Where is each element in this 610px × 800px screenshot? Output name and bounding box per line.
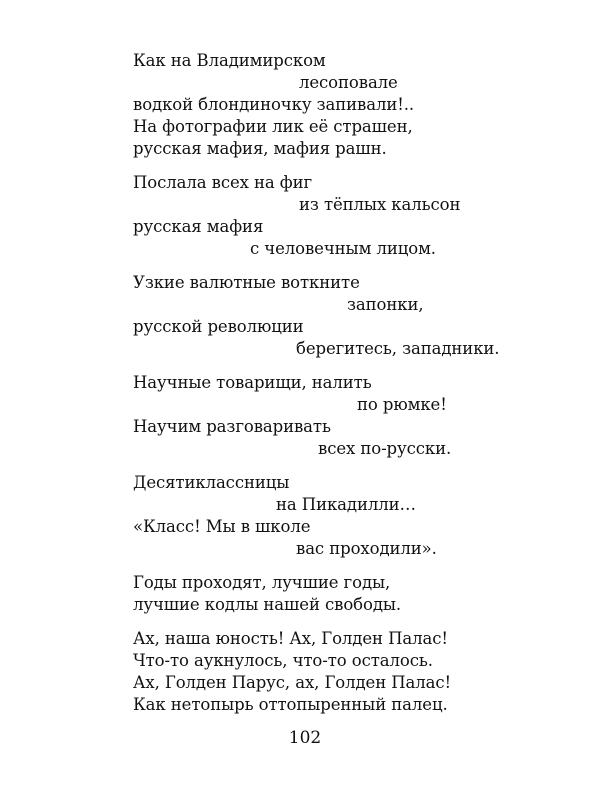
poem-line: берегитесь, западники. [296,339,500,358]
poem-line: Как нетопырь оттопыренный палец. [133,695,448,714]
poem-line: запонки, [347,295,424,314]
poem-line: по рюмке! [357,395,447,414]
poem-line: водкой блондиночку запивали!.. [133,95,415,114]
poem-line: Научные товарищи, налить [133,373,372,392]
poem-line: русской революции [133,317,304,336]
poem-line: всех по-русски. [318,439,452,458]
poem-line: Что-то аукнулось, что-то осталось. [133,651,433,670]
poem-line: Десятиклассницы [133,473,290,492]
poem-line: лесоповале [299,73,398,92]
poem-line: Годы проходят, лучшие годы, [133,573,391,592]
poem-line: «Класс! Мы в школе [133,517,311,536]
poem-line: на Пикадилли… [276,495,416,514]
poem-line: Послала всех на фиг [133,173,313,192]
poem-line: Ах, наша юность! Ах, Голден Палас! [133,629,448,648]
poem-line: Научим разговаривать [133,417,331,436]
poem-line: русская мафия [133,217,264,236]
poem-line: Как на Владимирском [133,51,326,70]
poem-line: с человечным лицом. [250,239,436,258]
poem-line: На фотографии лик её страшен, [133,117,413,136]
poem-line: Ах, Голден Парус, ах, Голден Палас! [133,673,452,692]
poem-line: из тёплых кальсон [299,195,461,214]
poem-line: Узкие валютные воткните [133,273,360,292]
poem-line: русская мафия, мафия рашн. [133,139,387,158]
poem-line: лучшие кодлы нашей свободы. [133,595,402,614]
page-number: 102 [288,728,322,748]
poem-line: вас проходили». [296,539,437,558]
